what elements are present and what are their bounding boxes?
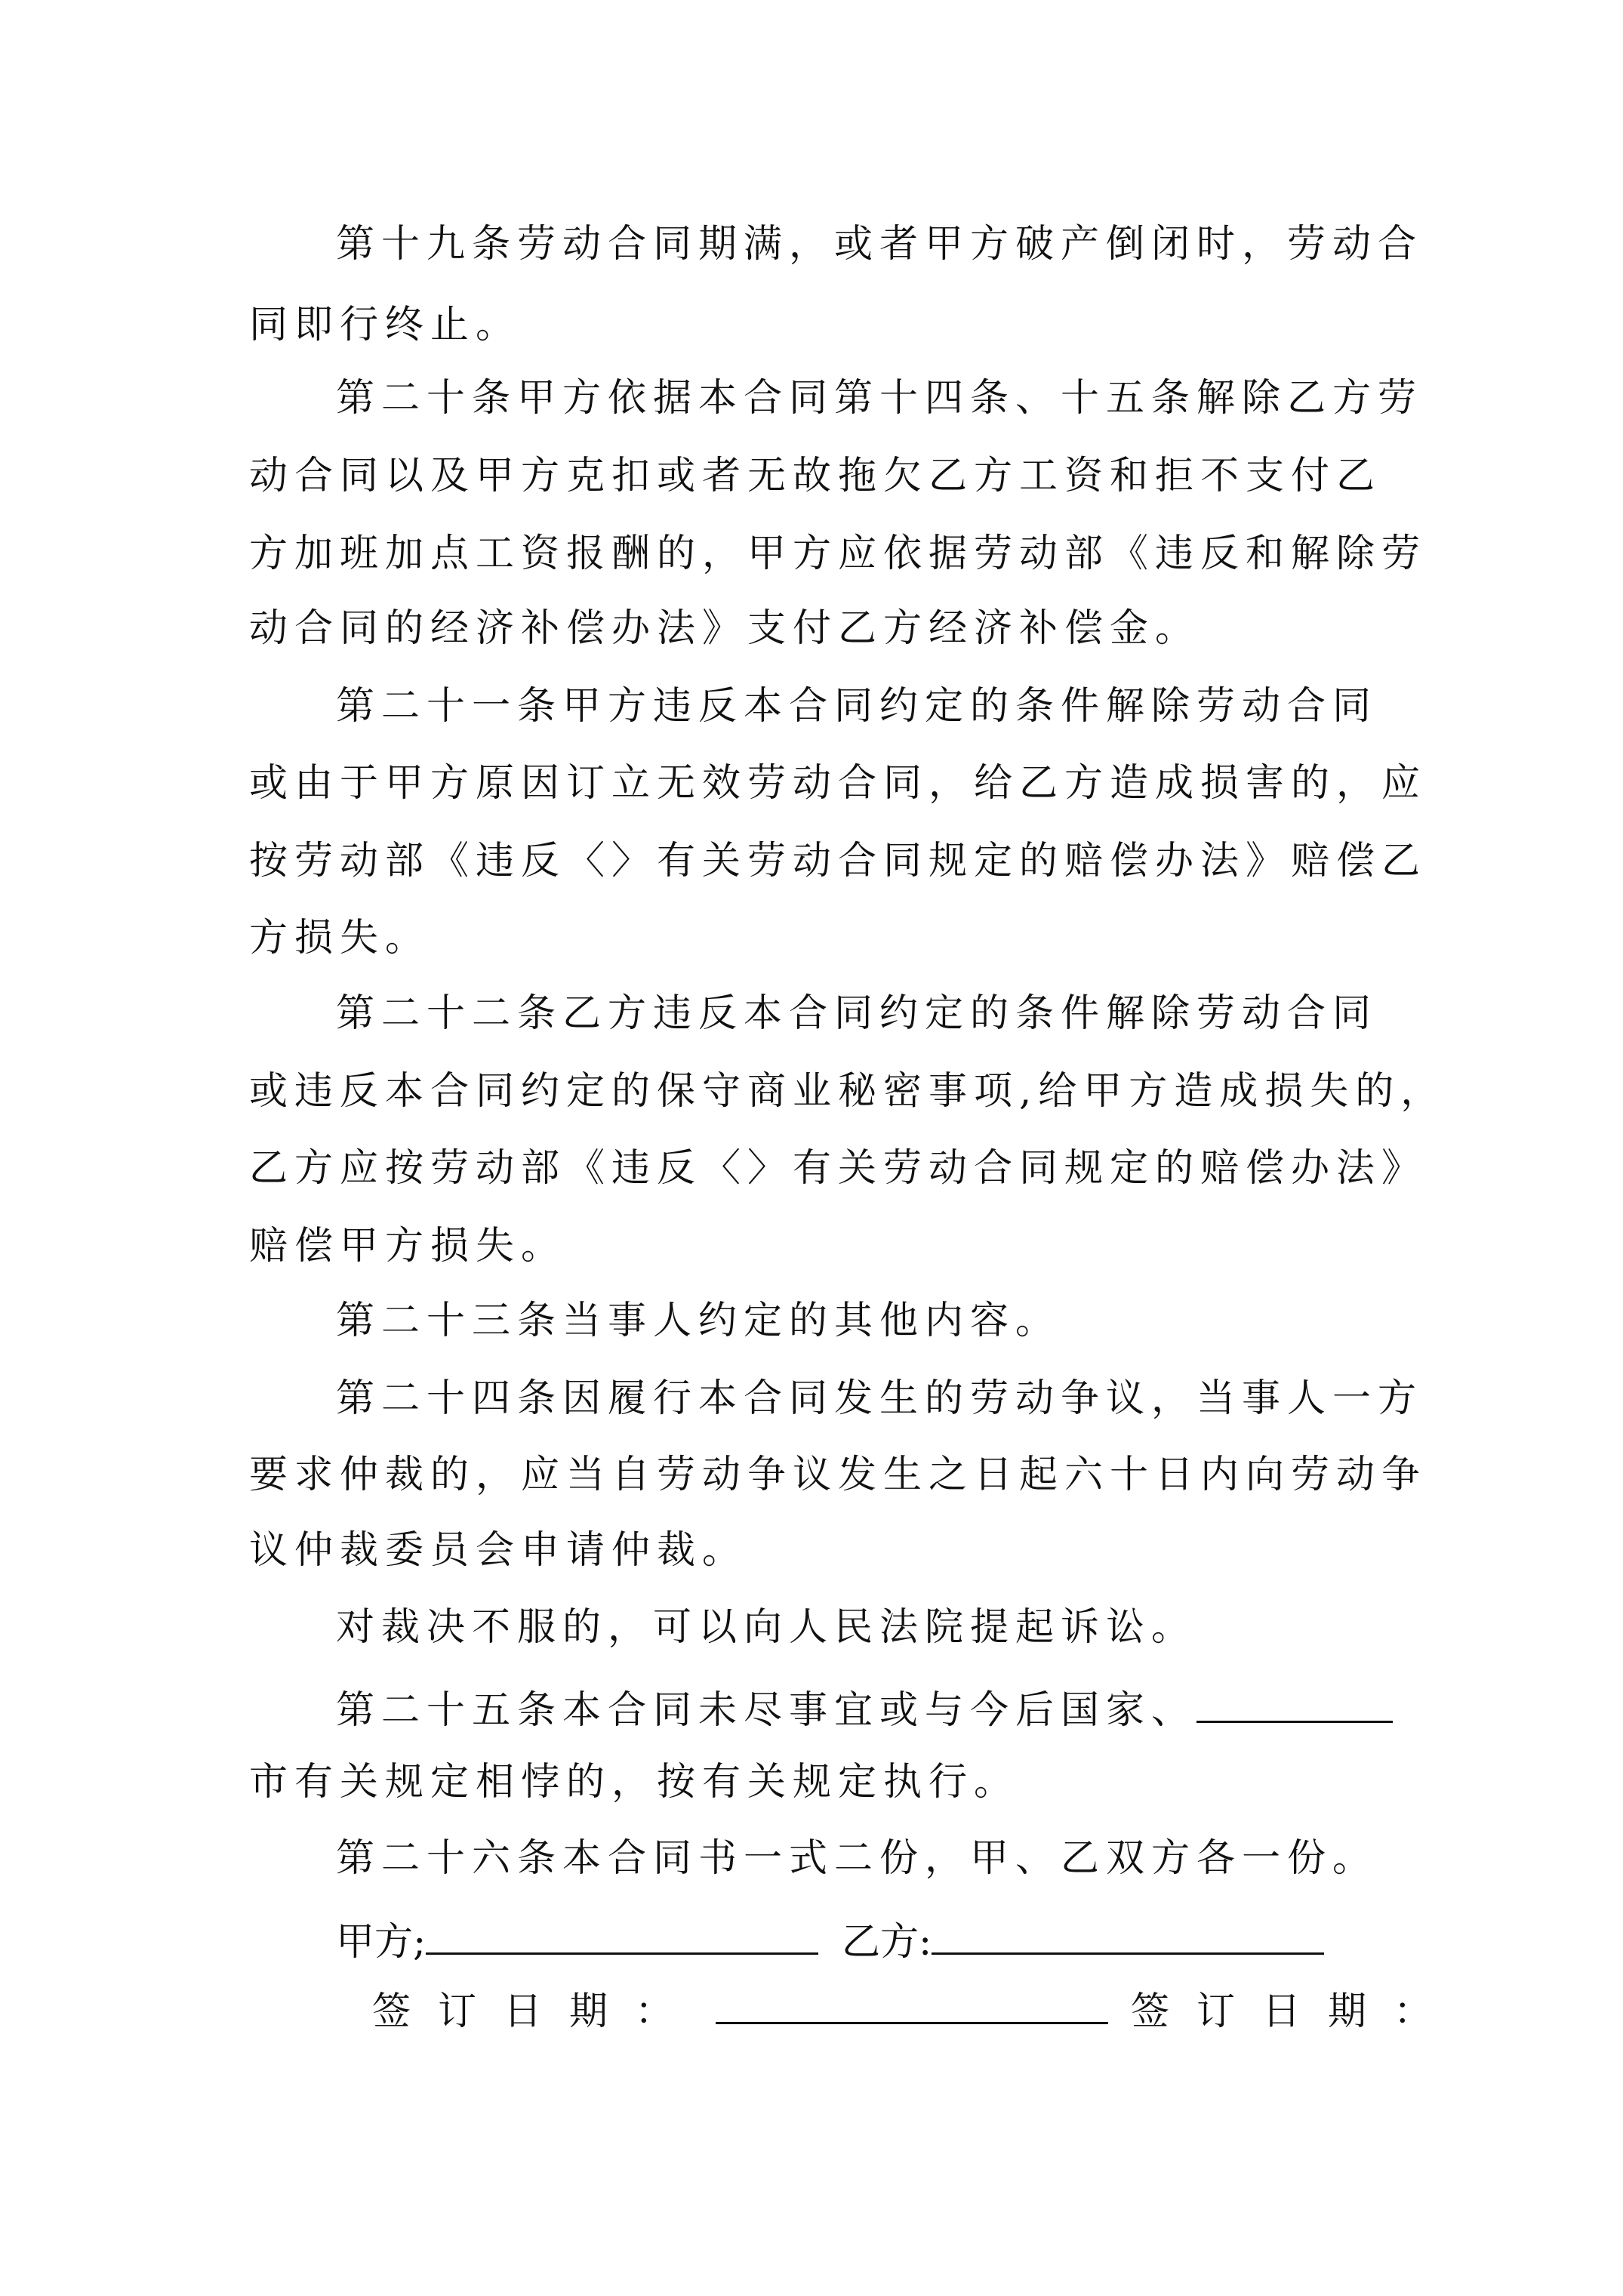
clause-24-line-3: 议仲裁委员会申请仲裁。 <box>249 1528 748 1573</box>
sign-date-blank[interactable] <box>716 1987 1108 2024</box>
party-b-signature <box>842 1918 1324 1965</box>
party-b-blank[interactable] <box>932 1918 1324 1955</box>
clause-23-line-1: 第二十三条当事人约定的其他内容。 <box>336 1299 1061 1343</box>
city-blank[interactable] <box>1196 1686 1393 1723</box>
clause-21-line-3: 按劳动部《违反〈〉有关劳动合同规定的赔偿办法》赔偿乙 <box>249 839 1427 883</box>
clause-24-appeal-line: 对裁决不服的，可以向人民法院提起诉讼。 <box>336 1605 1197 1650</box>
clause-25-line-2: 市有关规定相悖的，按有关规定执行。 <box>249 1760 1020 1804</box>
clause-22-line-4: 赔偿甲方损失。 <box>249 1224 567 1268</box>
clause-20-line-2: 动合同以及甲方克扣或者无故拖欠乙方工资和拒不支付乙 <box>249 454 1382 498</box>
clause-21-line-2: 或由于甲方原因订立无效劳动合同，给乙方造成损害的，应 <box>249 761 1427 806</box>
clause-19-line-2: 同即行终止。 <box>249 303 522 347</box>
sign-date-label-2: 签订日期： <box>1131 1989 1460 2034</box>
party-a-signature <box>336 1918 818 1965</box>
clause-20-line-4: 动合同的经济补偿办法》支付乙方经济补偿金。 <box>249 606 1201 651</box>
clause-22-line-3: 乙方应按劳动部《违反〈〉有关劳动合同规定的赔偿办法》 <box>249 1146 1427 1191</box>
clause-25-line-1 <box>336 1686 1393 1733</box>
sign-date-label: 签订日期： <box>372 1989 701 2034</box>
clause-20-line-1: 第二十条甲方依据本合同第十四条、十五条解除乙方劳 <box>336 376 1424 421</box>
clause-26-line-1: 第二十六条本合同书一式二份，甲、乙双方各一份。 <box>336 1836 1378 1881</box>
clause-20-line-3: 方加班加点工资报酬的，甲方应依据劳动部《违反和解除劳 <box>249 532 1427 576</box>
clause-24-line-1: 第二十四条因履行本合同发生的劳动争议，当事人一方 <box>336 1376 1424 1421</box>
clause-21-line-1: 第二十一条甲方违反本合同约定的条件解除劳动合同 <box>336 684 1378 729</box>
party-a-label: 甲方; <box>336 1920 427 1965</box>
party-a-blank[interactable] <box>426 1918 818 1955</box>
clause-22-line-2: 或违反本合同约定的保守商业秘密事项,给甲方造成损失的， <box>249 1069 1446 1114</box>
clause-19-line-1: 第十九条劳动合同期满，或者甲方破产倒闭时，劳动合 <box>336 222 1424 267</box>
clause-21-line-4: 方损失。 <box>249 916 431 960</box>
party-b-label: 乙方: <box>842 1920 932 1965</box>
clause-22-line-1: 第二十二条乙方违反本合同约定的条件解除劳动合同 <box>336 991 1378 1036</box>
clause-25-text: 第二十五条本合同未尽事宜或与今后国家、 <box>336 1688 1197 1733</box>
clause-24-line-2: 要求仲裁的，应当自劳动争议发生之日起六十日内向劳动争 <box>249 1453 1427 1497</box>
sign-date-row <box>372 1987 1460 2034</box>
